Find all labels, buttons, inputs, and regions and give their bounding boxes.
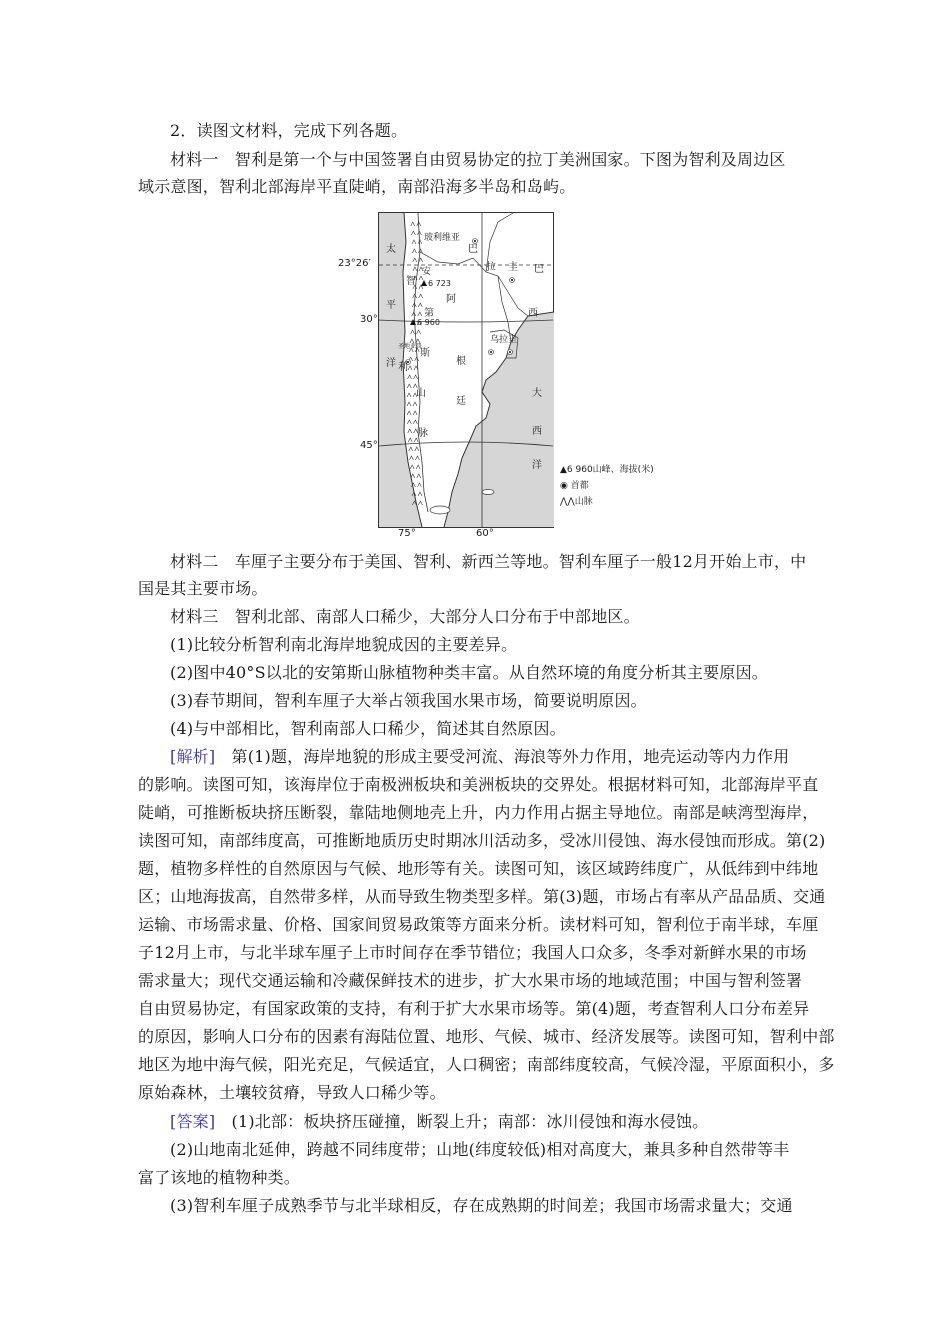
- analysis-line: 陡峭，可推断板块挤压断裂，靠陆地侧地壳上升，内力作用占据主导地位。南部是峡湾型海岸，: [138, 803, 819, 822]
- label-bolivia: 玻利维亚: [424, 233, 461, 243]
- atlantic-char-3: 洋: [532, 460, 542, 471]
- question-4: (4)与中部相比，智利南部人口稀少，简述其自然原因。: [170, 719, 566, 738]
- mountain-icon: ⋀⋀: [560, 497, 575, 507]
- analysis-line: 题，植物多样性的自然原因与气候、地形等有关。读图可知，该区域跨纬度广，从低纬到中纬地: [138, 859, 819, 878]
- legend-mountain: ⋀⋀山脉: [560, 497, 593, 507]
- analysis-line: 原始森林，土壤较贫瘠，导致人口稀少等。: [138, 1083, 446, 1102]
- andes-char-5: 脉: [418, 428, 428, 439]
- peak-label-2: 6 960: [417, 318, 440, 327]
- legend-capital: ◉ 首都: [560, 481, 589, 491]
- question-1: (1)比较分析智利南北海岸地貌成因的主要差异。: [170, 635, 518, 654]
- atlantic-char-1: 大: [532, 388, 542, 399]
- pacific-char-1: 太: [386, 244, 396, 255]
- chile-char-2: 利: [398, 362, 408, 373]
- paraguay-char-1: 巴: [468, 244, 478, 255]
- capital-icon: ◉: [560, 481, 571, 491]
- analysis-first-line: [解析] 第(1)题，海岸地貌的形成主要受河流、海浪等外力作用，地壳运动等内力作用: [170, 747, 790, 766]
- question-2: (2)图中40°S以北的安第斯山脉植物种类丰富。从自然环境的角度分析其主要原因。: [170, 663, 768, 682]
- material-3: 材料三 智利北部、南部人口稀少，大部分人口分布于中部地区。: [170, 607, 640, 626]
- argentina-char-3: 廷: [456, 396, 466, 407]
- chile-region-map: [378, 212, 554, 528]
- map-legend: [560, 462, 654, 510]
- analysis-tag: [解析]: [170, 747, 216, 766]
- analysis-line: 运输、市场需求量、价格、国家间贸易政策等方面来分析。读材料可知，智利位于南半球，车厘: [138, 915, 819, 934]
- pacific-char-2: 平: [386, 300, 396, 311]
- argentina-char-1: 阿: [446, 294, 456, 305]
- label-lat-30: 30°: [360, 314, 378, 325]
- brazil-char-1: 巴: [534, 264, 544, 275]
- answer-1: [答案] (1)北部：板块挤压碰撞，断裂上升；南部：冰川侵蚀和海水侵蚀。: [170, 1112, 709, 1131]
- analysis-line: 读图可知，南部纬度高，可推断地质历史时期冰川活动多，受冰川侵蚀、海水侵蚀而形成。第(2): [138, 831, 826, 850]
- label-uruguay: 乌拉圭: [490, 335, 518, 345]
- analysis-line: 的原因，影响人口分布的因素有海陆位置、地形、气候、城市、经济发展等。读图可知，智利中部: [138, 1027, 835, 1046]
- andes-char-4: 山: [416, 388, 426, 399]
- question-3: (3)春节期间，智利车厘子大举占领我国水果市场，简要说明原因。: [170, 691, 647, 710]
- analysis-line: 区；山地海拔高，自然带多样，从而导致生物类型多样。第(3)题，市场占有率从产品品质、交通: [138, 887, 826, 906]
- legend-peak: ▲6 960山峰、海拔(米): [560, 465, 654, 475]
- falkland-islands: [482, 490, 494, 495]
- chile-char-1: 智: [406, 276, 416, 287]
- analysis-line: 自由贸易协定，有国家政策的支持，有利于扩大水果市场等。第(4)题，考查智利人口分布差异: [138, 999, 810, 1018]
- material-2-line-2: 国是其主要市场。: [138, 579, 268, 598]
- argentina-char-2: 根: [456, 356, 466, 367]
- peak-label-1: 6 723: [428, 279, 451, 288]
- material-2-line-1: 材料二 车厘子主要分布于美国、智利、新西兰等地。智利车厘子一般12月开始上市，中: [170, 552, 807, 571]
- paraguay-char-3: 圭: [508, 262, 518, 273]
- paraguay-char-2: 拉: [486, 262, 496, 273]
- label-santiago: 圣地亚哥: [398, 343, 423, 350]
- answer-2-line-1: (2)山地南北延伸，跨越不同纬度带；山地(纬度较低)相对高度大，兼具多种自然带等丰: [170, 1140, 790, 1159]
- answer-3-line-1: (3)智利车厘子成熟季节与北半球相反，存在成熟期的时间差；我国市场需求量大；交通: [170, 1196, 793, 1215]
- material-1-line-1: 材料一 智利是第一个与中国签署自由贸易协定的拉丁美洲国家。下图为智利及周边区: [170, 150, 786, 169]
- atlantic-char-2: 西: [532, 426, 542, 437]
- andes-char-2: 第: [424, 308, 434, 319]
- question-heading: 2．读图文材料，完成下列各题。: [170, 121, 408, 140]
- analysis-line: 子12月上市，与北半球车厘子上市时间存在季节错位；我国人口众多，冬季对新鲜水果的市场: [138, 943, 807, 962]
- material-1-line-2: 域示意图，智利北部海岸平直陡峭，南部沿海多半岛和岛屿。: [138, 177, 576, 196]
- analysis-line: 地区为地中海气候，阳光充足，气候适宜，人口稠密；南部纬度较高，气候冷湿，平原面积小，多: [138, 1055, 835, 1074]
- andes-char-3: 斯: [420, 348, 430, 359]
- brazil-char-2: 西: [528, 308, 538, 319]
- answer-tag: [答案]: [170, 1112, 216, 1131]
- label-tropic: 23°26′: [338, 258, 371, 269]
- analysis-line: 的影响。读图可知，该海岸位于南极洲板块和美洲板块的交界处。根据材料可知，北部海岸平直: [138, 775, 819, 794]
- label-lon-75: 75°: [398, 528, 416, 539]
- andes-char-1: 安: [422, 267, 432, 277]
- label-lon-60: 60°: [476, 528, 494, 539]
- label-lat-45: 45°: [360, 440, 378, 451]
- analysis-line: 需求量大；现代交通运输和冷藏保鲜技术的进步，扩大水果市场的地域范围；中国与智利签署: [138, 971, 803, 990]
- peak-icon: ▲: [560, 465, 567, 475]
- tierra-del-fuego: [430, 506, 450, 514]
- answer-2-line-2: 富了该地的植物种类。: [138, 1168, 301, 1187]
- pacific-char-3: 洋: [386, 358, 396, 369]
